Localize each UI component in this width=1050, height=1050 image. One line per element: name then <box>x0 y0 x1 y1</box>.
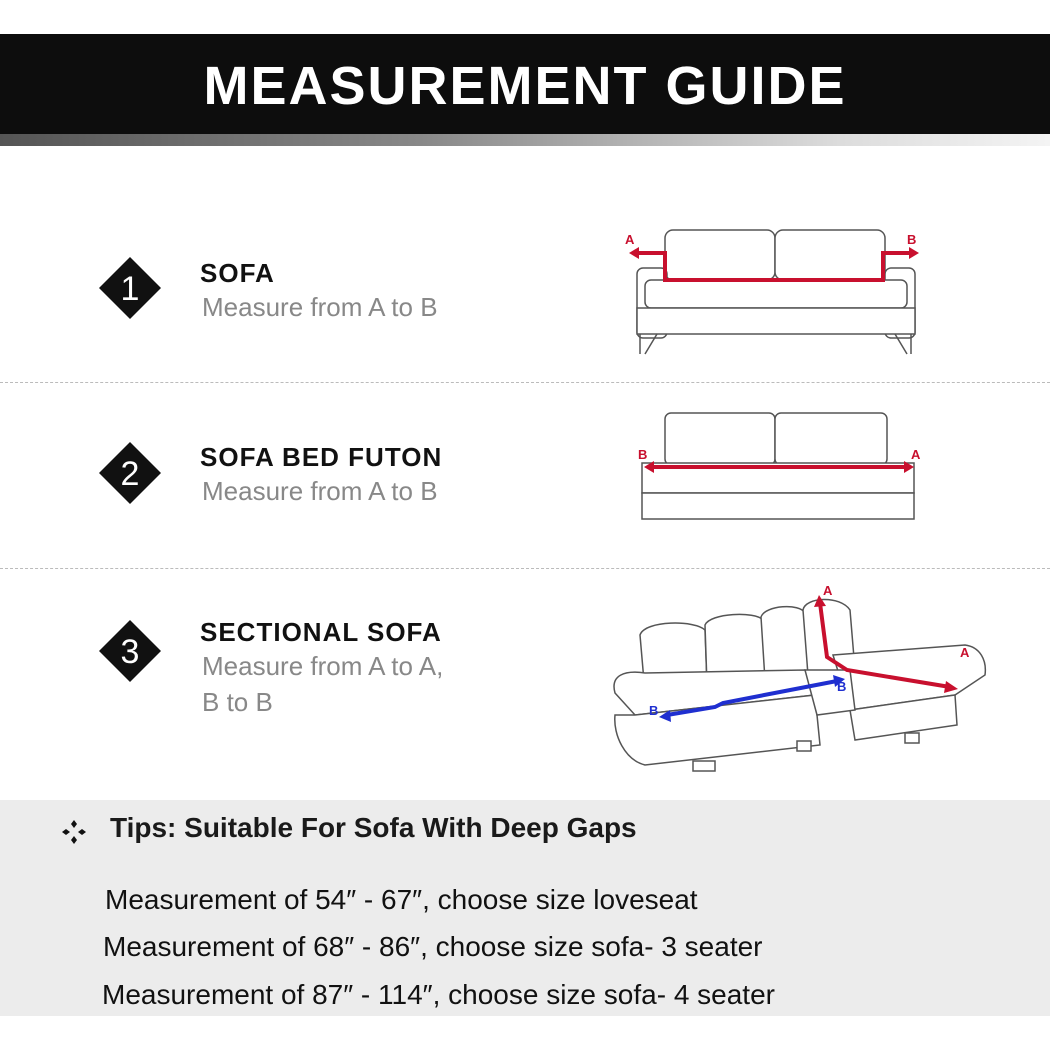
label-b-right: B <box>837 679 847 694</box>
item-title-sofa: SOFA <box>200 258 275 288</box>
tips-line-4-seater: Measurement of 87″ - 114″, choose size sofa- 4 seater <box>102 979 775 1010</box>
number-3-badge-icon <box>97 618 163 684</box>
item-title-sectional-sofa: SECTIONAL SOFA <box>200 617 442 647</box>
item-desc-sectional-line-1: Measure from A to A, <box>202 651 444 681</box>
divider <box>0 382 1050 383</box>
divider <box>0 568 1050 569</box>
label-a: A <box>625 232 635 247</box>
number-3: 3 <box>120 633 140 671</box>
number-1-badge-icon <box>97 255 163 321</box>
number-1: 1 <box>120 270 140 308</box>
sofa-diagram <box>615 220 925 360</box>
tips-line-3-seater: Measurement of 68″ - 86″, choose size sofa- 3 seater <box>103 931 763 962</box>
label-b-left: B <box>649 703 659 718</box>
label-a: A <box>911 447 921 462</box>
item-title-sofa-bed-futon: SOFA BED FUTON <box>200 442 443 472</box>
sectional-sofa-diagram <box>605 575 995 780</box>
sofa-bed-diagram <box>630 405 930 525</box>
diamond-cluster-icon <box>60 818 88 846</box>
item-desc-sofa-bed-futon: Measure from A to B <box>202 476 438 506</box>
label-a-right: A <box>960 645 970 660</box>
item-desc-sofa: Measure from A to B <box>202 292 438 322</box>
label-b: B <box>907 232 917 247</box>
label-a-top: A <box>823 583 833 598</box>
header-gradient-bar <box>0 134 1050 146</box>
number-2-badge-icon <box>97 440 163 506</box>
tips-line-loveseat: Measurement of 54″ - 67″, choose size loveseat <box>105 884 698 915</box>
number-2: 2 <box>120 455 140 493</box>
page-title: MEASUREMENT GUIDE <box>203 56 847 116</box>
tips-title: Tips: Suitable For Sofa With Deep Gaps <box>110 812 637 843</box>
header-banner <box>0 34 1050 134</box>
item-desc-sectional-line-2: B to B <box>202 687 273 717</box>
label-b: B <box>638 447 648 462</box>
